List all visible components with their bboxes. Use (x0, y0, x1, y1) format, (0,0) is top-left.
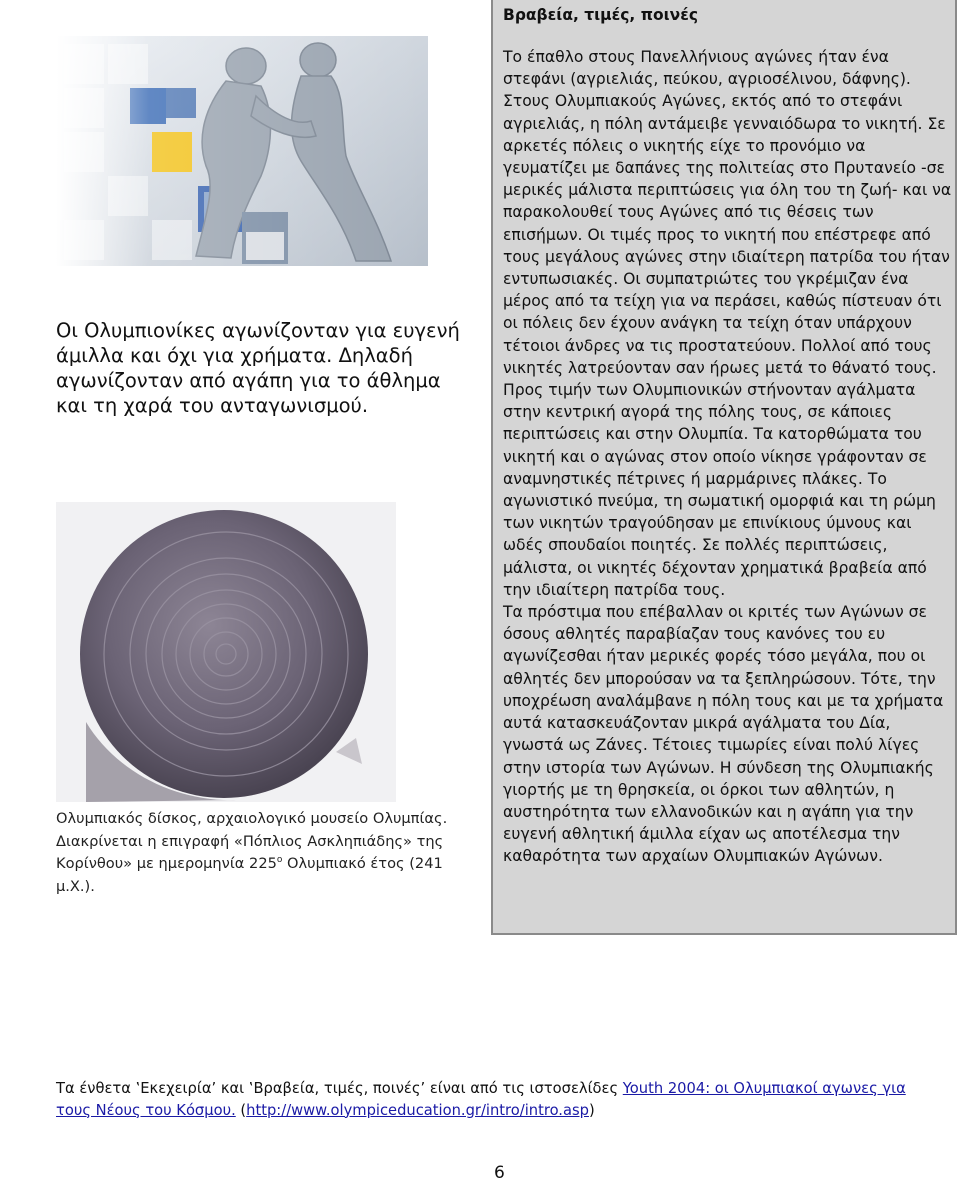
intro-paragraph: Οι Ολυμπιονίκες αγωνίζονταν για ευγενή άμιλλα και όχι για χρήματα. Δηλαδή αγωνίζονταν από αγάπη για το άθλημα και τη χαρά του ανταγωνισμού. (56, 319, 460, 417)
source-note-close: ) (588, 1101, 595, 1119)
youth-2004-link[interactable]: Youth 2004: οι Ολυμπιακοί αγωνες για τους Νέους του Κόσμου. (56, 1080, 906, 1119)
awards-textbox (491, 0, 957, 935)
page-number: 6 (494, 1163, 505, 1183)
awards-paragraph: Το έπαθλο στους Πανελλήνιους αγώνες ήταν ένα στεφάνι (αγριελιάς, πεύκου, αγριοσέλινου, δάφνης). Στους Ολυμπιακούς Αγώνες, εκτός από το στεφάνι αγριελιάς, η πόλη αντάμειβε γενναιόδωρα το νικητή. Σε αρκετές πόλεις ο νικητής είχε το προνόμιο να γευματίζει με δαπάνες της πολιτείας στο Πρυτανείο -σε μερικές μάλιστα περιπτώσεις για όλη του τη ζωή- και να παρακολουθεί τους Αγώνες από τις θέσεις των επισήμων. Οι τιμές προς το νικητή που επέστρεφε από τους μεγάλους αγώνες στην ιδιαίτερη πατρίδα του ήταν εντυπωσιακές. Οι συμπατριώτες του γκρέμιζαν ένα μέρος από τα τείχη για να περάσει, καθώς πίστευαν ότι οι πόλεις δεν έχουν ανάγκη τα τείχη όταν υπάρχουν τέτοιοι άνδρες να τις προστατεύουν. Πολλοί από τους νικητές λατρεύονταν σαν ήρωες μετά το θάνατό τους. Προς τιμήν των Ολυμπιονικών στήνονταν αγάλματα στην κεντρική αγορά της πόλης τους, σε κάποιες περιπτώσεις και στην Ολυμπία. Τα κατορθώματα του νικητή και ο αγώνας στον οποίο νίκησε γράφονταν σε αναμνηστικές πέτρινες ή μαρμάρινες πλάκες. Το αγωνιστικό πνεύμα, τη σωματική ομορφιά και τη ρώμη των νικητών τραγούδησαν με επινίκιους ύμνους και ωδές σπουδαίοι ποιητές. Σε πολλές περιπτώσεις, μάλιστα, οι νικητές δέχονταν χρηματικά βραβεία από την ιδιαίτερη πατρίδα τους. (503, 48, 952, 599)
penalties-paragraph: Τα πρόστιμα που επέβαλλαν οι κριτές των Αγώνων σε όσους αθλητές παραβίαζαν τους κανόνες του ευ αγωνίζεσθαι ήταν μερικές φορές τόσο μεγάλα, που οι αθλητές δεν μπορούσαν να τα ξεπληρώσουν. Τότε, την υποχρέωση αναλάμβανε η πόλη τους και με τα χρήματα αυτά κατασκευάζονταν μικρά αγάλματα του Δία, γνωστά ως Ζάνες. Τέτοιες τιμωρίες είναι πολύ λίγες στην ιστορία των Αγώνων. Η σύνδεση της Ολυμπιακής γιορτής με τη θρησκεία, οι όρκοι των αθλητών, η αυστηρότητα των ελλανοδικών και η αγάπη για την ευγενή αθλητική άμιλλα είχαν ως αποτέλεσμα την καθαρότητα των αρχαίων Ολυμπιακών Αγώνων. (503, 603, 944, 866)
awards-title: Βραβεία, τιμές, ποινές (503, 6, 699, 24)
source-note (56, 1078, 936, 1121)
wrestlers-relief-image (56, 36, 428, 266)
discus-caption (56, 808, 456, 898)
discus-caption-text-end: Ολυμπιακό έτος (241 μ.Χ.). (56, 855, 443, 895)
source-note-paren: ( (235, 1101, 247, 1119)
awards-body (503, 46, 953, 868)
source-note-text: Τα ένθετα ‛Εκεχειρία’ και ‛Βραβεία, τιμές, ποινές’ είναι από τις ιστοσελίδες (56, 1080, 623, 1097)
olympiceducation-url-link[interactable]: http://www.olympiceducation.gr/intro/intro.asp (246, 1101, 589, 1119)
ordinal-superscript: ο (276, 855, 283, 866)
discus-caption-text: Ολυμπιακός δίσκος, αρχαιολογικό μουσείο Ολυμπίας. Διακρίνεται η επιγραφή «Πόπλιος Ασκληπιάδης» της Κορίνθου» με ημερομηνία 225 (56, 810, 448, 872)
olympic-discus-image (56, 502, 396, 802)
